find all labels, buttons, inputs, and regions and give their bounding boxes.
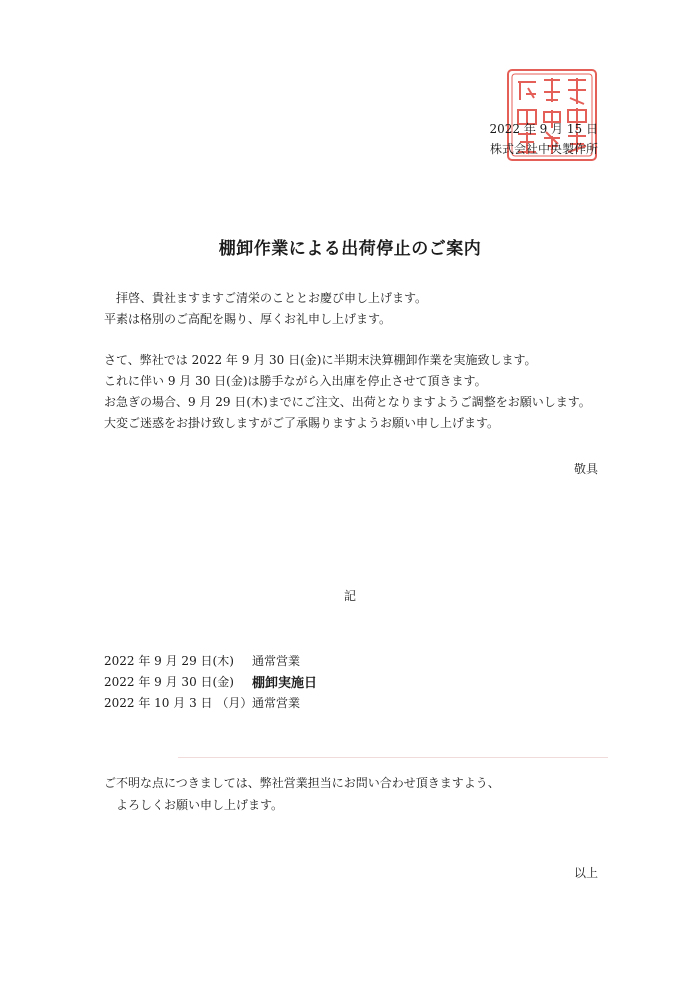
schedule-row [104, 692, 317, 713]
closing-line: ご不明な点につきましては、弊社営業担当にお問い合わせ頂きますよう、 [104, 776, 500, 790]
body-line: お急ぎの場合、9 月 29 日(木)までにご注文、出荷となりますようご調整をお願いします。 [104, 395, 591, 409]
body-line: これに伴い 9 月 30 日(金)は勝手ながら入出庫を停止させて頂きます。 [104, 374, 487, 388]
schedule-list [104, 650, 317, 713]
company-name: 株式会社中央製作所 [489, 142, 598, 156]
body-paragraph [104, 350, 591, 434]
schedule-row [104, 671, 317, 692]
schedule-status: 通常営業 [252, 696, 301, 710]
ki-heading: 記 [343, 589, 356, 603]
schedule-status: 棚卸実施日 [252, 676, 318, 691]
closing-ijou: 以上 [573, 866, 598, 880]
closing-line: よろしくお願い申し上げます。 [116, 798, 284, 812]
greeting-paragraph [104, 288, 427, 330]
document-title: 棚卸作業による出荷停止のご案内 [218, 239, 482, 259]
greeting-line: 拝啓、貴社ますますご清栄のこととお慶び申し上げます。 [116, 291, 428, 305]
schedule-status: 通常営業 [252, 654, 301, 668]
greeting-line: 平素は格別のご高配を賜り、厚くお礼申し上げます。 [104, 312, 392, 326]
closing-paragraph [104, 772, 500, 816]
body-line: 大変ご迷惑をお掛け致しますがご了承賜りますようお願い申し上げます。 [104, 416, 500, 430]
schedule-date: 2022 年 9 月 29 日(木) [104, 654, 234, 668]
schedule-date: 2022 年 10 月 3 日 （月） [104, 696, 253, 710]
closing-keigu: 敬具 [573, 462, 598, 476]
body-line: さて、弊社では 2022 年 9 月 30 日(金)に半期末決算棚卸作業を実施致します。 [104, 353, 537, 367]
issue-date: 2022 年 9 月 15 日 [489, 122, 598, 136]
divider-line [178, 757, 608, 758]
schedule-date: 2022 年 9 月 30 日(金) [104, 675, 234, 689]
schedule-row [104, 650, 317, 671]
